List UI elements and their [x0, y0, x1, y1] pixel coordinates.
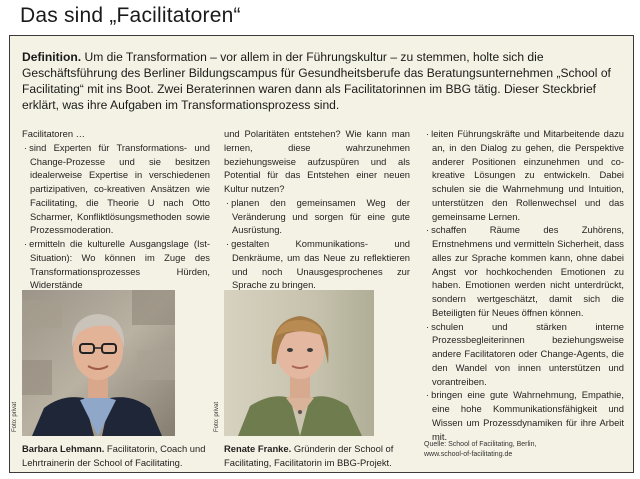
bullet-item: · ermitteln die kulturelle Ausgangslage (Ist-Situation): Wo können im Zuge des Transformationsprozesses Hürden, Widerstände [22, 237, 210, 292]
bullet-item: · schaffen Räume des Zuhörens, Ernstnehmens und vermitteln Sicherheit, dass alles zur Sprache kommen kann, ohne dabei Angst vor hochkochenden Emotionen zu haben. Emotionen werden nicht unterdrückt, sondern wertgeschätzt, damit sich die Beteiligten für Neues öffnen können. [424, 223, 624, 319]
bullet-item: · schulen und stärken interne Prozessbegleiterinnen beziehungsweise andere Facilitatoren oder Change-Agents, die den Wandel von innen unterstützen und vorantreiben. [424, 320, 624, 389]
portrait-photo-renate-franke [224, 290, 374, 436]
photo-caption-2 [224, 442, 414, 470]
bullet-item: · planen den gemeinsamen Weg der Veränderung und sorgen für eine gute Ausrüstung. [224, 196, 410, 237]
caption-name: Renate Franke. [224, 443, 292, 454]
caption-text: Gründerin der School of Facilitating, Facilitatorin im BBG-Projekt. [224, 443, 394, 468]
bullet-item: · bringen eine gute Wahrnehmung, Empathie, eine hohe Kommunikationsfähigkeit und Wissen um Prozessdynamiken für ihre Arbeit mit. [424, 388, 624, 443]
info-box [9, 35, 634, 473]
page-title: Das sind „Facilitatoren“ [20, 4, 241, 27]
text-column-3 [424, 127, 624, 443]
definition-text: Um die Transformation – vor allem in der Führungskultur – zu stemmen, holte sich die Geschäftsführung des Berliner Bildungscampus für Gesundheitsberufe das Beratungsunternehmen „School of Facilitating“ mit ins Boot. Zwei Beraterinnen waren dann als Facilitatorinnen im BBG tätig. Dieser Steckbrief erklärt, was ihre Aufgaben im Transformationsprozess sind. [22, 50, 611, 112]
bullet-item: · leiten Führungskräfte und Mitarbeitende dazu an, in den Dialog zu gehen, die Perspektive anderer Positionen einzunehmen und co-kreative Lösungen zu entwickeln. Dabei schulen sie die Wahrnehmung und Intuition, unterstützen den Rollenwechsel und das gemeinsame Lernen. [424, 127, 624, 223]
definition-paragraph [22, 49, 622, 113]
definition-label: Definition. [22, 50, 82, 64]
portrait-photo-barbara-lehmann [22, 290, 175, 436]
caption-text: Facilitatorin, Coach und Lehrtrainerin der School of Facilitating. [22, 443, 206, 468]
bullet-item: · sind Experten für Transformations- und Change-Prozesse und sie besitzen idealerweise Expertise in verschiedenen partizipativen, co-kreativen Ansätzen wie Facilitating, die Theorie U nach Otto Scharmer, Konfliktlösungsmethoden sowie Prozessmoderation. [22, 141, 210, 237]
photo-credit: Foto: privat [214, 401, 220, 432]
caption-name: Barbara Lehmann. [22, 443, 105, 454]
source-line: Quelle: School of Facilitating, Berlin, [424, 441, 537, 448]
bullet-item: · gestalten Kommunikations- und Denkräume, um das Neue zu reflektieren und noch Unausgesprochenes zur Sprache zu bringen. [224, 237, 410, 292]
bullet-continuation: und Polaritäten entstehen? Wie kann man lernen, diese wahrzunehmen beziehungsweise aufzuspüren und als Potential für das Entstehen einer neuen Kultur nutzen? [224, 128, 410, 194]
photo-caption-1 [22, 442, 212, 470]
text-column-1 [22, 127, 210, 292]
column-intro: Facilitatoren … [22, 128, 86, 139]
source-link[interactable]: www.school-of-facilitating.de [424, 451, 513, 458]
photo-credit: Foto: privat [12, 401, 18, 432]
source-note [424, 440, 624, 460]
text-column-2 [224, 127, 410, 292]
